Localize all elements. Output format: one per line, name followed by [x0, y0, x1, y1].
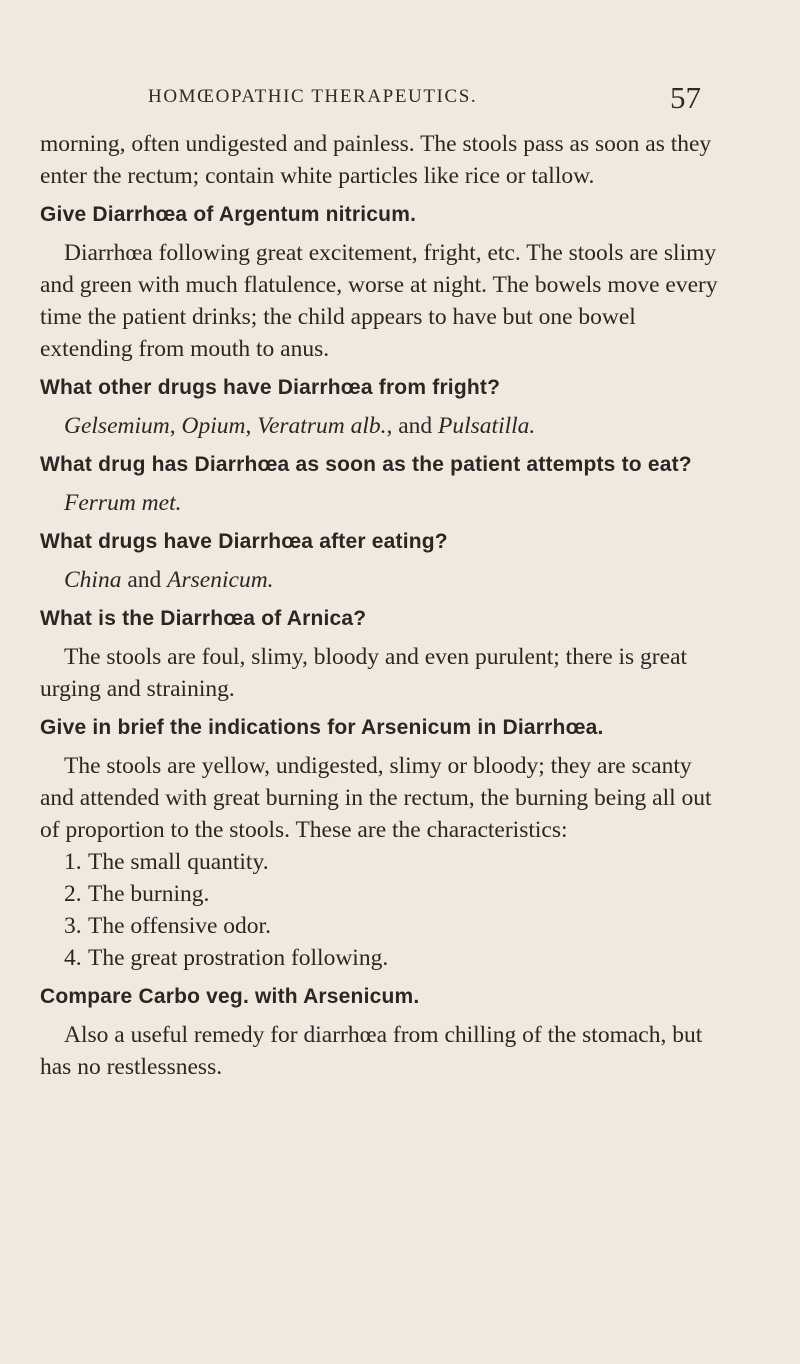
answer-fright-drugs	[40, 410, 730, 442]
page-number: 57	[670, 80, 701, 115]
question-after-eating: What drugs have Diarrhœa after eating?	[40, 530, 448, 553]
question-arnica: What is the Diarrhœa of Arnica?	[40, 607, 367, 630]
drug-arsenicum: Arsenicum.	[167, 567, 274, 593]
list-text: The offensive odor.	[88, 913, 271, 939]
answer-attempts-to-eat	[40, 487, 730, 519]
characteristics-list	[40, 846, 730, 974]
answer-arsenicum: The stools are yellow, undigested, slimy or bloody; they are scanty and attended with great burning in the rectum, the burning being all out of proportion to the stools. These are the characteristics:	[40, 753, 712, 843]
list-number: 3.	[64, 913, 82, 939]
list-item	[40, 878, 730, 910]
list-number: 1.	[64, 849, 82, 875]
list-number: 4.	[64, 945, 82, 971]
drug-gelsemium: Gelsemium	[64, 413, 170, 439]
question-argentum-nitricum: Give Diarrhœa of Argentum nitricum.	[40, 203, 417, 226]
separator: , and	[386, 413, 439, 439]
answer-arnica: The stools are foul, slimy, bloody and even purulent; there is great urging and straining.	[40, 644, 688, 702]
drug-china: China	[64, 567, 122, 593]
drug-veratrum: Veratrum alb.	[257, 413, 387, 439]
running-title: HOMŒOPATHIC THERAPEUTICS.	[148, 86, 478, 107]
list-text: The burning.	[88, 881, 210, 907]
question-arsenicum: Give in brief the indications for Arsenicum in Diarrhœa.	[40, 716, 604, 739]
list-text: The great prostration following.	[88, 945, 389, 971]
body-text	[40, 128, 730, 1083]
list-item	[40, 910, 730, 942]
question-fright-drugs: What other drugs have Diarrhœa from fright?	[40, 376, 501, 399]
list-text: The small quantity.	[88, 849, 269, 875]
separator: and	[121, 567, 168, 593]
separator: ,	[169, 413, 182, 439]
drug-ferrum: Ferrum met.	[64, 490, 182, 516]
question-attempts-to-eat: What drug has Diarrhœa as soon as the patient attempts to eat?	[40, 453, 692, 476]
separator: ,	[245, 413, 258, 439]
answer-carbo-veg: Also a useful remedy for diarrhœa from chilling of the stomach, but has no restlessness.	[40, 1022, 703, 1080]
answer-argentum-nitricum: Diarrhœa following great excitement, fright, etc. The stools are slimy and green with much flatulence, worse at night. The bowels move every time the patient drinks; the child appears to have but one bowel extending from mouth to anus.	[40, 240, 718, 362]
answer-after-eating	[40, 564, 730, 596]
running-header	[0, 82, 800, 118]
list-item	[40, 846, 730, 878]
list-item	[40, 942, 730, 974]
question-carbo-veg: Compare Carbo veg. with Arsenicum.	[40, 985, 420, 1008]
drug-opium: Opium	[181, 413, 246, 439]
drug-pulsatilla: Pulsatilla.	[438, 413, 536, 439]
continuation-paragraph: morning, often undigested and painless. The stools pass as soon as they enter the rectum; contain white particles like rice or tallow.	[40, 131, 712, 189]
list-number: 2.	[64, 881, 82, 907]
